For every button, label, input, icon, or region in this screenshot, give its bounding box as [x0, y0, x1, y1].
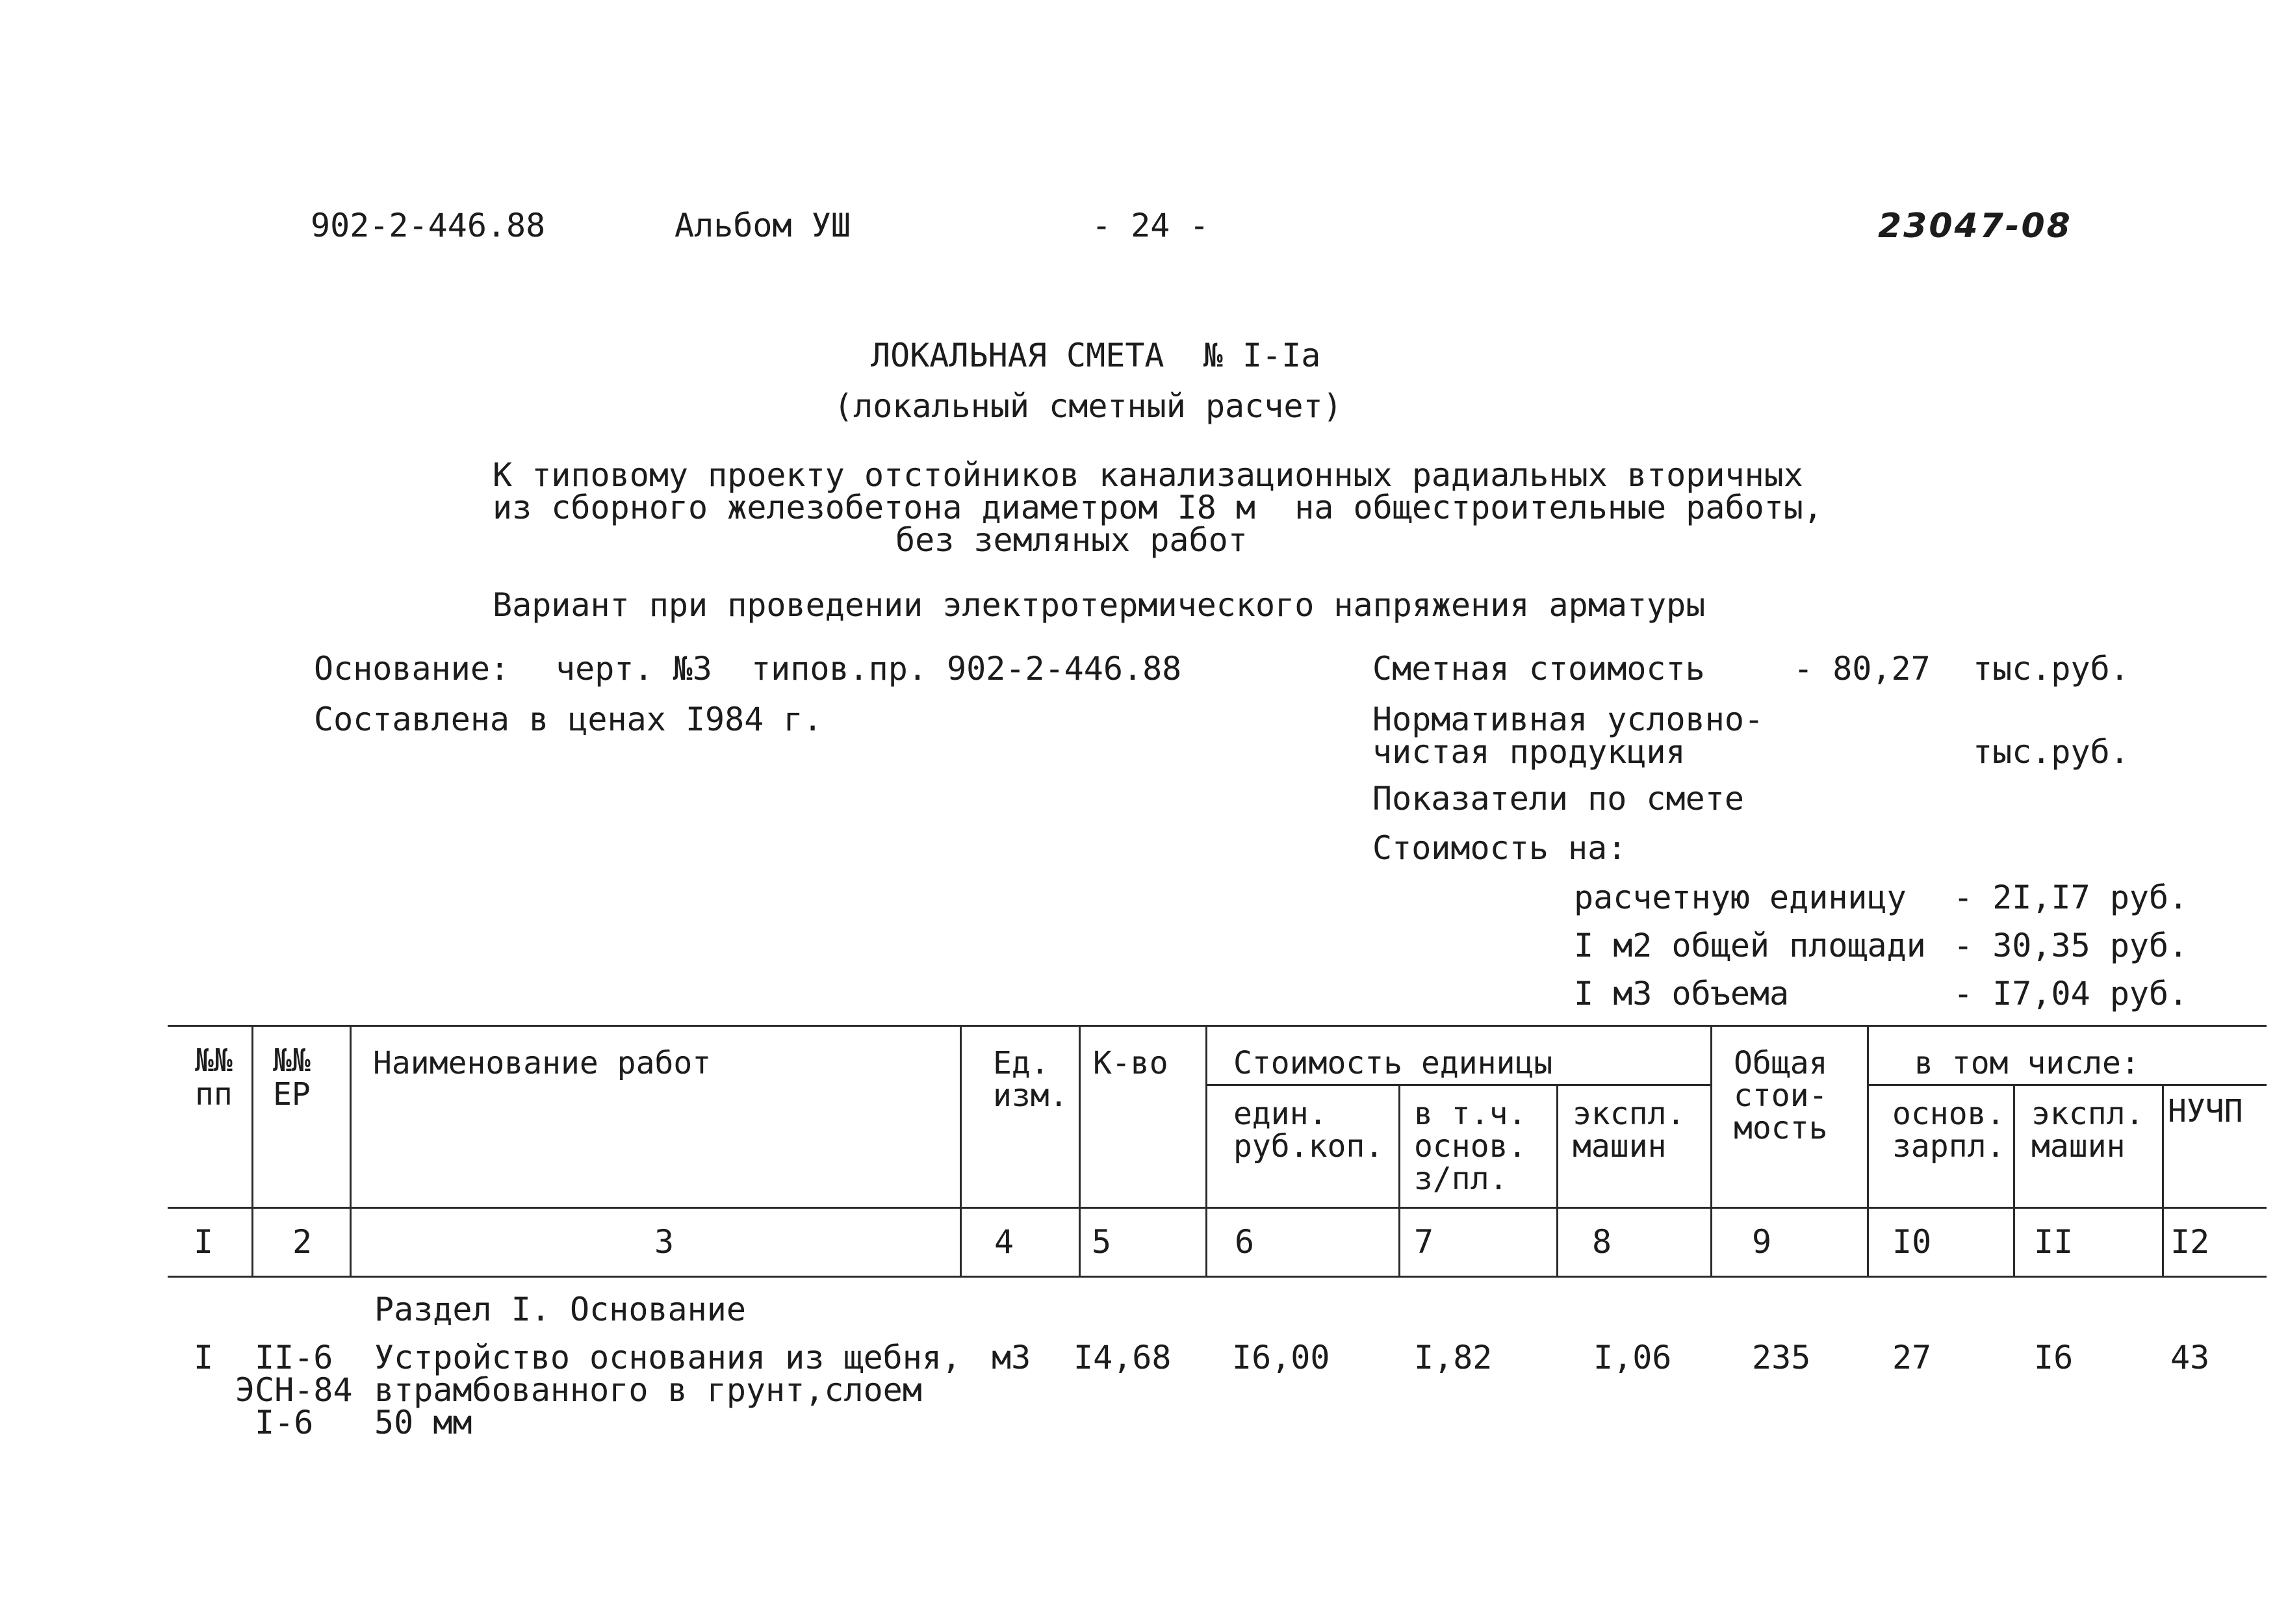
col-number-12: I2	[2170, 1223, 2210, 1261]
col-divider-2	[350, 1025, 352, 1276]
col-divider-6	[1398, 1084, 1400, 1276]
col-divider-11	[2162, 1084, 2164, 1276]
col-divider-9	[1867, 1025, 1869, 1276]
row-number: I	[194, 1339, 214, 1376]
variant-text: Вариант при проведении электротермического напряжения арматуры	[493, 586, 1706, 624]
col-number-8: 8	[1592, 1223, 1612, 1261]
header-col8-line1: экспл.	[1573, 1096, 1686, 1132]
incl-subheader-border	[1868, 1084, 2267, 1086]
row-quantity: I4,68	[1073, 1339, 1172, 1376]
indicator-value-area: - 30,35 руб.	[1953, 927, 2189, 964]
col-number-1: I	[194, 1223, 214, 1261]
subject-line-2: из сборного железобетона диаметром I8 м на общестроительные работы,	[493, 489, 1823, 526]
col-divider-1	[251, 1025, 253, 1276]
row-nuchp: 43	[2170, 1339, 2210, 1376]
indicator-label-unit: расчетную единицу	[1574, 879, 1907, 916]
unit-cost-subheader-border	[1207, 1084, 1712, 1086]
row-unit: м3	[992, 1339, 1031, 1376]
indicator-label-area: I м2 общей площади	[1574, 927, 1926, 964]
header-bottom-border	[168, 1207, 2267, 1209]
header-col10-line2: зарпл.	[1892, 1128, 2005, 1165]
col-number-9: 9	[1752, 1223, 1772, 1261]
header-qty: К-во	[1093, 1045, 1168, 1081]
row-total-wage: 27	[1892, 1339, 1932, 1376]
header-col1-line2: пп	[195, 1076, 233, 1113]
basis-value: черт. №3 типов.пр. 902-2-446.88	[556, 650, 1182, 688]
col-divider-5	[1205, 1025, 1207, 1276]
col-divider-7	[1556, 1084, 1558, 1276]
row-wage-cost: I,82	[1414, 1339, 1493, 1376]
subject-line-3: без земляных работ	[895, 521, 1248, 559]
col-number-10: I0	[1892, 1223, 1932, 1261]
numbers-bottom-border	[168, 1276, 2267, 1278]
cost-for-label: Стоимость на:	[1372, 829, 1627, 867]
cost-value: - 80,27	[1793, 650, 1931, 688]
header-col9-line2: стои-	[1734, 1077, 1828, 1114]
col-number-2: 2	[292, 1223, 313, 1261]
price-basis: Составлена в ценах I984 г.	[314, 701, 823, 738]
indicator-value-volume: - I7,04 руб.	[1953, 975, 2189, 1012]
document-title: ЛОКАЛЬНАЯ СМЕТА № I-Iа	[871, 337, 1321, 374]
header-unit-line2: изм.	[993, 1077, 1068, 1114]
row-machine-cost: I,06	[1593, 1339, 1672, 1376]
page-number: - 24 -	[1092, 207, 1209, 244]
header-unit-line1: Ед.	[993, 1045, 1049, 1081]
cost-unit: тыс.руб.	[1973, 650, 2129, 688]
row-name-line1: Устройство основания из щебня,	[374, 1339, 962, 1376]
col-number-3: 3	[654, 1223, 675, 1261]
npp-label-2: чистая продукция	[1372, 733, 1686, 771]
subject-line-1: К типовому проекту отстойников канализационных радиальных вторичных	[493, 456, 1803, 494]
npp-label-1: Нормативная условно-	[1372, 701, 1764, 738]
header-col2-line2: ЕР	[273, 1076, 311, 1113]
header-col7-line1: в т.ч.	[1414, 1096, 1527, 1132]
col-number-7: 7	[1414, 1223, 1434, 1261]
cost-label: Сметная стоимость	[1372, 650, 1705, 688]
album-label: Альбом УШ	[675, 207, 851, 244]
col-divider-10	[2013, 1084, 2015, 1276]
header-col6-line2: руб.коп.	[1233, 1128, 1384, 1165]
header-col7-line3: з/пл.	[1414, 1161, 1508, 1197]
header-col6-line1: един.	[1233, 1096, 1328, 1132]
row-total-cost: 235	[1752, 1339, 1811, 1376]
row-unit-cost: I6,00	[1232, 1339, 1330, 1376]
header-col12: НУЧП	[2168, 1093, 2243, 1129]
row-name-line2: втрамбованного в грунт,слоем	[374, 1371, 922, 1409]
col-divider-8	[1710, 1025, 1712, 1276]
header-col2-line1: №№	[273, 1042, 311, 1079]
archive-number: 23047-08	[1878, 207, 2072, 246]
section-heading: Раздел I. Основание	[374, 1291, 746, 1328]
document-subtitle: (локальный сметный расчет)	[834, 387, 1343, 425]
header-col10-line1: основ.	[1892, 1096, 2005, 1132]
header-unit-cost: Стоимость единицы	[1233, 1045, 1553, 1081]
document-code: 902-2-446.88	[311, 207, 546, 244]
header-col11-line2: машин	[2031, 1128, 2126, 1165]
indicators-label: Показатели по смете	[1372, 780, 1744, 818]
col-number-11: II	[2034, 1223, 2074, 1261]
npp-unit: тыс.руб.	[1973, 733, 2129, 771]
col-number-5: 5	[1092, 1223, 1112, 1261]
header-col8-line2: машин	[1573, 1128, 1667, 1165]
basis-label: Основание:	[314, 650, 510, 688]
col-divider-4	[1079, 1025, 1081, 1276]
col-number-4: 4	[994, 1223, 1014, 1261]
header-col1-line1: №№	[195, 1042, 233, 1079]
header-col9-line3: мость	[1734, 1110, 1828, 1146]
header-including: в том числе:	[1914, 1045, 2140, 1081]
col-divider-3	[960, 1025, 962, 1276]
row-er-line3: I-6	[255, 1404, 314, 1441]
header-col7-line2: основ.	[1414, 1128, 1527, 1165]
header-col11-line1: экспл.	[2031, 1096, 2144, 1132]
header-work-name: Наименование работ	[373, 1045, 712, 1081]
row-name-line3: 50 мм	[374, 1404, 472, 1441]
indicator-value-unit: - 2I,I7 руб.	[1953, 879, 2189, 916]
table-top-border	[168, 1025, 2267, 1027]
col-number-6: 6	[1235, 1223, 1255, 1261]
row-er-line1: II-6	[255, 1339, 333, 1376]
row-total-machine: I6	[2034, 1339, 2074, 1376]
row-er-line2: ЭСН-84	[235, 1371, 353, 1409]
header-col9-line1: Общая	[1734, 1045, 1828, 1081]
indicator-label-volume: I м3 объема	[1574, 975, 1790, 1012]
